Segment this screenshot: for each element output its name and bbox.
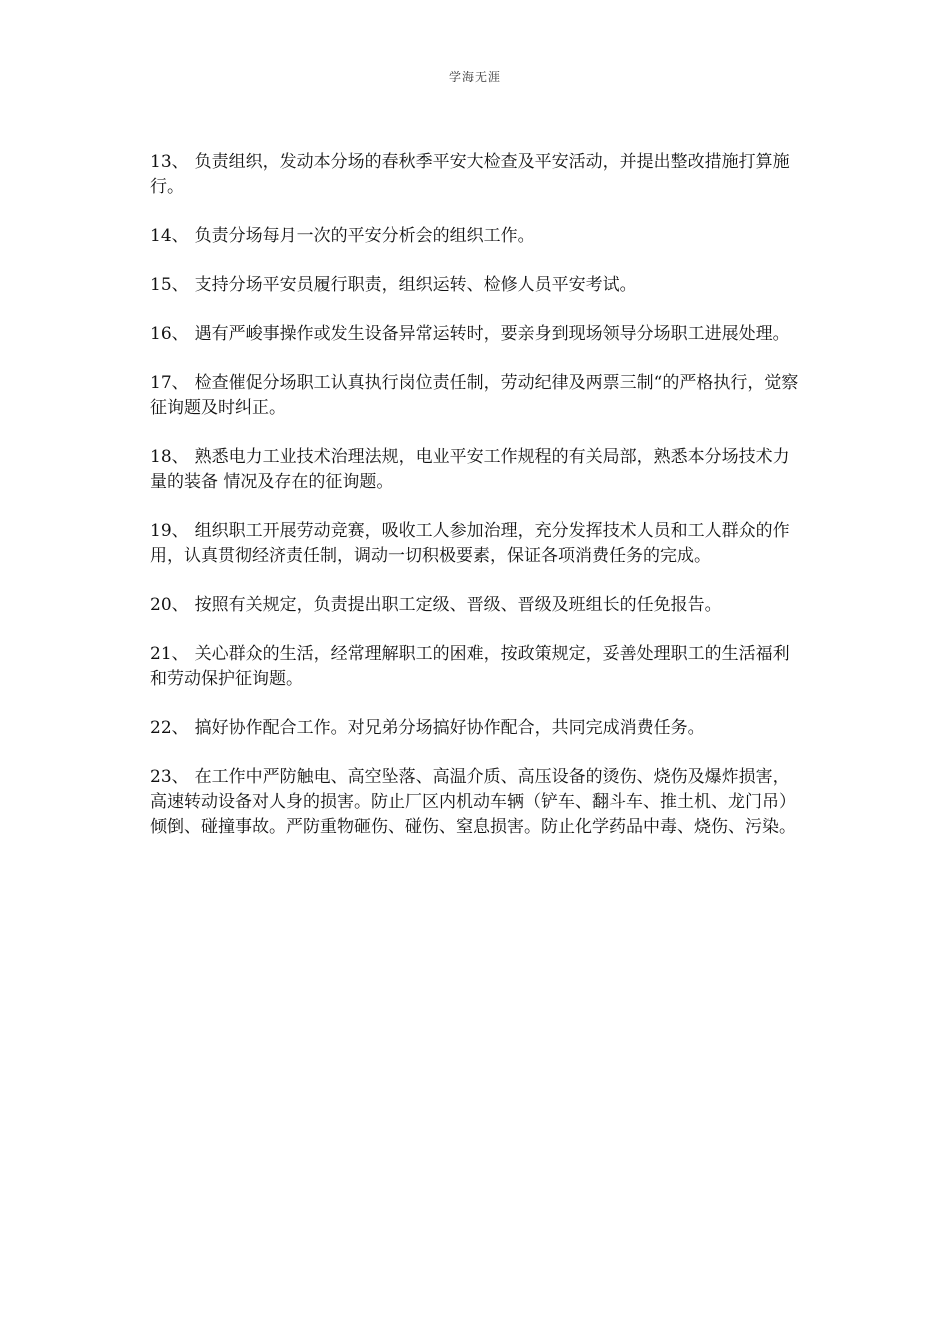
list-item bbox=[150, 371, 800, 421]
item-text: 遇有严峻事操作或发生设备异常运转时，要亲身到现场领导分场职工进展处理。 bbox=[194, 324, 790, 344]
document-body bbox=[150, 150, 800, 864]
list-item bbox=[150, 273, 800, 298]
item-number: 22、 bbox=[150, 718, 189, 738]
item-text: 组织职工开展劳动竞赛，吸收工人参加治理，充分发挥技术人员和工人群众的作用，认真贯彻经济责任制，调动一切积极要素，保证各项消费任务的完成。 bbox=[150, 521, 790, 566]
list-item bbox=[150, 642, 800, 692]
item-number: 13、 bbox=[150, 152, 189, 172]
item-number: 16、 bbox=[150, 324, 189, 344]
item-text: 支持分场平安员履行职责，组织运转、检修人员平安考试。 bbox=[194, 275, 637, 295]
item-number: 23、 bbox=[150, 767, 189, 787]
item-text: 关心群众的生活，经常理解职工的困难，按政策规定，妥善处理职工的生活福利和劳动保护征询题。 bbox=[150, 644, 790, 689]
item-text: 熟悉电力工业技术治理法规，电业平安工作规程的有关局部，熟悉本分场技术力量的装备 情况及存在的征询题。 bbox=[150, 447, 790, 492]
list-item bbox=[150, 150, 800, 200]
page-header: 学海无涯 bbox=[448, 70, 501, 84]
item-text: 按照有关规定，负责提出职工定级、晋级、晋级及班组长的任免报告。 bbox=[194, 595, 722, 615]
item-text: 搞好协作配合工作。对兄弟分场搞好协作配合，共同完成消费任务。 bbox=[194, 718, 705, 738]
item-text: 负责组织，发动本分场的春秋季平安大检查及平安活动，并提出整改措施打算施行。 bbox=[150, 152, 790, 197]
item-number: 15、 bbox=[150, 275, 189, 295]
item-number: 19、 bbox=[150, 521, 189, 541]
item-number: 14、 bbox=[150, 226, 189, 246]
list-item bbox=[150, 765, 800, 840]
list-item bbox=[150, 519, 800, 569]
item-text: 检查催促分场职工认真执行岗位责任制，劳动纪律及两票三制“的严格执行，觉察征询题及时纠正。 bbox=[150, 373, 799, 418]
list-item bbox=[150, 593, 800, 618]
list-item bbox=[150, 224, 800, 249]
item-number: 17、 bbox=[150, 373, 189, 393]
item-number: 18、 bbox=[150, 447, 189, 467]
item-text: 负责分场每月一次的平安分析会的组织工作。 bbox=[194, 226, 535, 246]
list-item bbox=[150, 716, 800, 741]
item-number: 21、 bbox=[150, 644, 189, 664]
list-item bbox=[150, 322, 800, 347]
item-number: 20、 bbox=[150, 595, 189, 615]
list-item bbox=[150, 445, 800, 495]
item-text: 在工作中严防触电、高空坠落、高温介质、高压设备的烫伤、烧伤及爆炸损害，高速转动设备对人身的损害。防止厂区内机动车辆（铲车、翻斗车、推土机、龙门吊）倾倒、碰撞事故。严防重物砸伤、碰伤、窒息损害。防止化学药品中毒、烧伤、污染。 bbox=[150, 767, 796, 837]
